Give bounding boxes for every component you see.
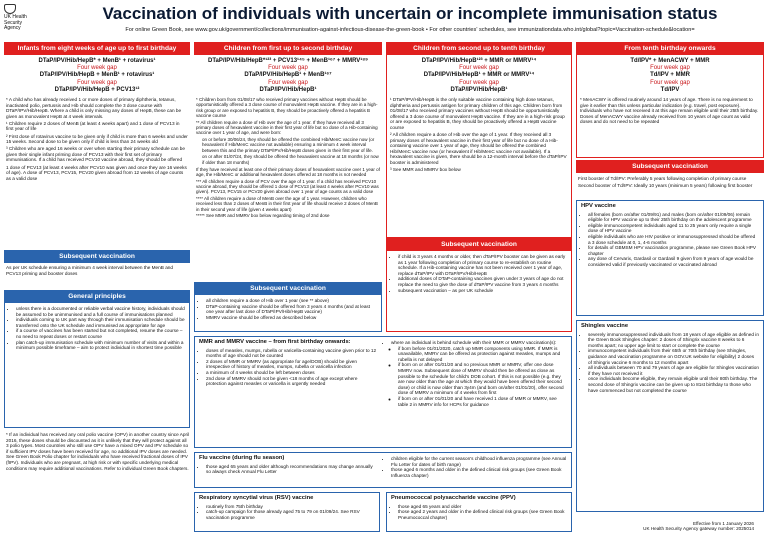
note: If they have received at least one of their primary doses of hexavalent vaccine over 1 year of age, the Hib/MenC or additional hexavalent doses offered at 18 months is not needed — [196, 166, 380, 177]
schedule-step: Td/IPV + MMR — [650, 72, 690, 79]
gap-label: Four week gap — [459, 79, 499, 86]
rsv-title: Respiratory syncytial virus (RSV) vaccine — [199, 495, 314, 501]
ppv-title: Pneumococcal polysaccharide vaccine (PPV) — [391, 495, 516, 501]
subsequent-item: • additional doses of DTaP-containing vaccines given under 3 years of age do not replace the need to give the dose of dTaP/IPV vaccine from 3 years 4 months — [398, 276, 567, 287]
hpv-box — [576, 200, 764, 316]
rsv-item: • catch-up campaign for those already aged 75 to 79 on 01/09/24. See RSV vaccination programme — [206, 509, 375, 520]
general-principles-header: General principles — [4, 290, 190, 303]
logo-line: UK Health — [4, 14, 27, 20]
flu-item: • children eligible for the current season's childhood influenza programme (see Annual Flu Letter for dates of birth range) — [391, 456, 567, 467]
note: ³ See MMR and MMRV box below — [390, 167, 461, 173]
hpv-item: • for details of GBMSM HPV vaccination programme, please see Green Book HPV chapter — [588, 245, 759, 256]
principle-item: • unless there is a documented or reliable verbal vaccine history, individuals should be assumed to be unimmunised and a full course of immunisations planned — [16, 306, 185, 317]
shingles-item: • all individuals between 70 and 79 years of age are eligible for Shingles vaccination if they have not received it — [588, 365, 759, 376]
crest-icon — [4, 4, 16, 14]
schedule-step: DTaP/IPV/Hib/HepB*¹²³ + PCV13¹⁴⁵ + MenB¹⁶⁷ + MMRV¹⁸⁹ — [207, 58, 368, 64]
flu-item: • those aged 65 years and older although recommendations may change annually so always check Annual Flu Letter — [206, 464, 378, 475]
flu-title: Flu vaccine (during flu season) — [199, 455, 285, 461]
column-header: Children from second up to tenth birthday — [386, 42, 572, 55]
page-title: Vaccination of individuals with uncertain or incomplete immunisation status — [102, 4, 718, 23]
mmr-box — [194, 336, 572, 448]
schedule — [4, 58, 190, 94]
mmr-item: • 2nd dose of MMRV should not be given <18 months of age except where protection against measles or varicella is urgently needed — [206, 376, 378, 387]
column-border — [386, 42, 572, 238]
hpv-item: • eligible immunocompetent individuals aged 11 to 25 years only require a single dose of HPV vaccine — [588, 223, 759, 234]
subsequent-box — [194, 294, 382, 332]
mmr-item: • a minimum of 4 weeks should be left between doses — [206, 370, 378, 376]
column-header: From tenth birthday onwards — [576, 42, 764, 55]
footer-effective: Effective from 1 January 2026 — [693, 520, 754, 526]
subsequent-header: Subsequent vaccination — [4, 250, 190, 263]
note: *** All children require a dose of PCV over the age of 1 year. If a child has received PCV10 vaccine abroad, they should be offered 1 dose of PCV13 (at least 4 weeks after PCV10 was given). PCV13, PCV15 or PCV20 given abroad over 1 year of age counts as a valid dose — [196, 178, 379, 195]
subsequent-item: • if child is 3 years 4 months or older, then dTaP/IPV booster can be given as early as 1 year following completion of primary course to re-establish on routine schedule. If a Hib-containing vaccine has not been received over 1 year of age, replace dTaP/IPV with DTaP/IPV/Hib/HepB — [398, 254, 567, 276]
schedule-step: DTaP/IPV/Hib/HepB¹ — [450, 86, 508, 93]
logo-line: Agency — [4, 25, 21, 31]
schedule-step: Td/IPV — [660, 86, 680, 93]
principle-item: • individuals coming to UK part way through their immunisation schedule should be transferred onto the UK schedule and immunised as appropriate for age — [16, 317, 185, 328]
subsequent-item: • DTaP-containing vaccine should be offered from 3 years 4 months (and at least one year after last dose of DTaP/IPV/Hib/HepB vaccine) — [206, 304, 377, 315]
note: 1 dose of PCV13 (at least 4 weeks after PCV10 was given and once they are 16 weeks of age). A dose of PCV13, PCV15, PCV20 given abroad from 12 weeks of age counts as a valid dose — [6, 164, 187, 181]
subsequent-item: • all children require a dose of Hib over 1 year (see ** above) — [206, 298, 377, 304]
schedule-step: DTaP/IPV/Hib/HepB* + MenB¹ + rotavirus¹ — [38, 58, 156, 64]
ppv-box — [386, 492, 572, 532]
shingles-item: • immunocompetent individuals from their 65th or 70th birthday (see Shingles, guidance and vaccination programme on GOV.UK website for eligibility) 2 doses of Shingrix vaccine 6 months to 12 months apart — [588, 348, 759, 365]
subsequent-item: • subsequent vaccination – as per UK schedule — [398, 288, 567, 294]
hpv-item: • eligible individuals who are HIV positive or immunosuppressed should be offered a 3 dose schedule at 0, 1, 4-6 months — [588, 234, 759, 245]
flu-item: • those aged 6 months and older in the defined clinical risk groups (see Green Book Influenza chapter) — [391, 467, 567, 478]
gap-label: Four week gap — [268, 79, 308, 86]
shingles-title: Shingles vaccine — [581, 323, 629, 329]
note: on or after 01/07/24, they should be offered the hexavalent vaccine at 18 months (or now if older than 18 months) — [202, 154, 379, 165]
subsequent-item: • MMRV vaccine should be offered as described below — [206, 315, 377, 321]
flu-box — [194, 452, 572, 488]
note: * MenACWY is offered routinely around 14 years of age. There is no requirement to give it earlier than this unless particular indication (e.g. travel, post exposure). Individuals who have not received it at this age remain eligible until their 25th birthday. Doses of MenACWY vaccine already received from 10 years of age count as valid doses and do not need to be repeated — [580, 97, 759, 125]
footer — [643, 521, 754, 532]
schedule-step: Td/IPV* + MenACWY + MMR — [630, 58, 710, 64]
mmr-item: ◦ if born before 01/01/2020, catch up MMR components using MMR. If MMR is unavailable, MMRV can be offered as protection against measles, mumps and rubella is not delayed — [398, 346, 567, 363]
gap-label: Four week gap — [650, 79, 690, 86]
shingles-item: • once individuals become eligible, they remain eligible until their 80th birthday. The second dose of Shingrix vaccine can be given up to 81st birthday to those who have commenced but not completed the course — [588, 376, 759, 393]
general-principles-box — [4, 302, 190, 428]
mmr-item: ◦ if born on or after 01/01/20 and no previous MMR or MMRV, offer one dose MMRV now. Subsequent dose of MMRV should then be offered as close as possible to the schedule for child's DOB cohort. If this is not possible (e.g. they are now older than the age at which they would have been offered their second dose) or child is now older than 3y4m (and born on/after 01/01/20), offer second dose of MMRV a minimum of 4 weeks from first — [398, 362, 567, 396]
note: ** All children require a dose of Hib over the age of 1 year. If they have received all 3 primary doses of hexavalent vaccine in their first year of life but no dose of a Hib-containing vaccine over 1 year of age, and were born: — [196, 119, 378, 136]
schedule-step: DTaP/IPV/Hib/HepB¹ + MenB¹⁶⁷ — [244, 72, 332, 79]
note: ¹ Children require 2 doses of MenB (at least 4 weeks apart) and 1 dose of PCV13 in first year of life — [6, 120, 180, 132]
hpv-item: • all females (born on/after 01/09/91) and males (born on/after 01/09/06) remain eligible for HPV vaccine up to their 25th birthday on the adolescent programme — [588, 212, 759, 223]
subsequent-box — [386, 250, 572, 332]
subsequent-header: Subsequent vaccination — [386, 238, 572, 251]
schedule-step: DTaP/IPV/Hib/HepB¹ + MMR or MMRV¹⁴ — [423, 72, 535, 79]
ppv-item: • those aged 2 years and older in the defined clinical risk groups (see Green Book Pneumococcal chapter) — [398, 509, 567, 520]
subsequent-header: Subsequent vaccination — [576, 160, 764, 173]
mmr-item: • 2 doses of MMR or MMRV (as appropriate for age/DOB) should be given irrespective of history of measles, mumps, rubella or varicella infection — [206, 359, 378, 370]
hpv-title: HPV vaccine — [581, 203, 616, 209]
shingles-box — [576, 320, 764, 512]
subsequent-text — [578, 176, 762, 190]
note: ² All children require a dose of Hib over the age of 1 year. If they received all 3 primary doses of hexavalent vaccine in their first year of life but no dose of a Hib-containing vaccine over 1 year of age, they should be offered the combined Hib/MenC vaccine now (or hexavalent if Hib/MenC vaccine not available). If a hexavalent vaccine is given, there should be a 12-month interval before the dTaP/IPV booster is administered — [390, 132, 567, 166]
gap-label: Four week gap — [77, 65, 117, 72]
note: ¹ DTaP/IPV/Hib/HepB is the only suitable vaccine containing high dose tetanus, diphtheria and pertussis antigen for primary children of this age. Children born from 01/08/17 who received primary vaccines without HepB should be opportunistically offered a 3 dose course of monovalent HepB vaccine. If they are in a high-risk group or are exposed to hepatitis B, they should be proactively offered a HepB vaccine course — [390, 97, 565, 130]
principle-item: • if a course of vaccines has been started but not completed, resume the course – no need to repeat doses or restart course — [16, 328, 185, 339]
note: * Children born from 01/08/17 who received primary vaccines without HepB should be opportunistically offered a 3 dose course of monovalent HepB vaccine. If they are in a high-risk group or are exposed to hepatitis B, they should be proactively offered a hepatitis B vaccine course — [196, 97, 378, 118]
ppv-item: • those aged 65 years and older — [398, 504, 567, 510]
booster-1: First booster of Td/IPV: Preferably 5 years following completion of primary course — [578, 176, 747, 181]
hpv-item: • any dose of Cervarix, Gardasil or Gardasil 9 given from 9 years of age would be considered valid if previously vaccinated or vaccinated abroad — [588, 256, 759, 267]
rsv-item: • routinely from 75th birthday — [206, 504, 375, 510]
notes — [194, 94, 382, 219]
mmr-item: ◦ if born on or after 01/01/20 and have received 1 dose of MMR or MMRV, see table 2 in MMRV info for HCPs for guidance — [398, 396, 567, 407]
notes — [4, 94, 190, 181]
shingles-item: • severely immunosuppressed individuals from 18 years of age eligible as defined in the Green Book Shingles chapter: 2 doses of Shingrix vaccine 8 weeks to 6 months apart; no upper age limit to start or complete the course — [588, 332, 759, 349]
mmr-title: MMR and MMRV vaccine – from first birthday onwards: — [199, 339, 351, 345]
schedule-step: DTaP/IPV/Hib/HepB¹ — [259, 86, 317, 93]
schedule-step: DTaP/IPV/Hib/HepB + MenB¹ + rotavirus¹ — [39, 72, 155, 79]
column-header: Children from first up to second birthday — [194, 42, 382, 55]
booster-2: Second booster of Td/IPV: Ideally 10 years (minimum 5 years) following first booster — [578, 183, 753, 189]
column-border — [576, 42, 764, 158]
subsequent-text: As per UK schedule ensuring a minimum 4 week interval between the MenB and PCV13 priming and booster doses — [6, 265, 174, 276]
gap-label: Four week gap — [77, 79, 117, 86]
column-header: Infants from eight weeks of age up to first birthday — [4, 42, 190, 55]
note: ³ Children who are aged 16 weeks or over when starting their primary schedule can be given their single infant priming dose of PCV13 with their first set of primary immunisations. If a child has received PCV10 vaccine abroad, they should be offered — [6, 146, 185, 163]
schedule — [194, 58, 382, 94]
note: * A child who has already received 1 or more doses of primary diphtheria, tetanus, inactivated polio, pertussis and Hib should complete the 3 dose course with DTaP/IPV/Hib/HepB. Where a child is only missing any doses of HepB, these can be given as monovalent HepB at 4 week intervals. — [6, 97, 182, 119]
mmr-intro: • where an individual is behind schedule with their MMR or MMRV vaccination(s): — [391, 340, 567, 346]
note: ***** See MMR and MMRV box below regarding timing of 2nd dose — [196, 213, 330, 219]
note: **** All children require a dose of MenB over the age of 1 year. However, children who received less than 2 doses of MenB in their first year of life should receive 2 doses of MenB in their second year of life (given 4 weeks apart) — [196, 196, 378, 212]
gap-label: Four week gap — [268, 65, 308, 72]
rsv-box — [194, 492, 380, 532]
subsequent-header: Subsequent vaccination — [194, 282, 382, 295]
principle-item: • plan catch-up immunisation schedule with minimum number of visits and within a minimum possible timeframe – aim to protect individual in shortest time possible — [16, 340, 185, 351]
schedule-step: DTaP/IPV/Hib/HepB + PCV13¹² — [54, 86, 140, 93]
footer-gateway: UK Health Security Agency gateway number: 2025014 — [643, 526, 754, 532]
gap-label: Four week gap — [650, 65, 690, 72]
ukhsa-logo — [4, 4, 58, 32]
opv-note: * If an individual has received any oral polio vaccine (OPV) in another country since April 2016, these doses should be discounted as it is unlikely that they will protect against all 3 polio types. Most countries who still use OPV have a mixed OPV and IPV schedule so if sufficient IPV doses have been received for age, no additional IPV doses are needed. See Green Book Polio chapter for individuals who have received fractional doses of IPV (fIPV). Individuals who are pregnant, at high risk or with specific underlying medical conditions may require additional vaccinations. Refer to individual Green Book chapters. — [6, 432, 190, 471]
schedule-step: DTaP/IPV/Hib/HepB¹²³ + MMR or MMRV¹⁴ — [421, 58, 537, 64]
note: ² First dose of rotavirus vaccine to be given only if child is more than 6 weeks and under 15 weeks. Second dose to be given only if child is less than 24 weeks old — [6, 133, 188, 145]
logo-line: Security — [4, 19, 23, 26]
note: on or before 30/06/24, they should be offered the combined Hib/MenC vaccine now (or hexavalent if Hib/MenC vaccine not available) ensuring a minimum 4 week interval between this and the primary DTaP/IPV/Hib/HepB doses given in their first year of life. — [202, 137, 375, 153]
column-infants — [4, 42, 190, 183]
column-first-to-second — [194, 42, 382, 220]
gap-label: Four week gap — [459, 65, 499, 72]
page-subtitle: For online Green Book, see www.gov.uk/government/collections/immunisation-against-infectious-disease-the-green-book • For other countries' schedules, see immunizationdata.who.int/global?topic=Vaccination-schedule&location= — [125, 27, 695, 33]
mmr-item: • doses of measles, mumps, rubella or varicella-containing vaccine given prior to 12 months of age should not be counted — [206, 348, 378, 359]
